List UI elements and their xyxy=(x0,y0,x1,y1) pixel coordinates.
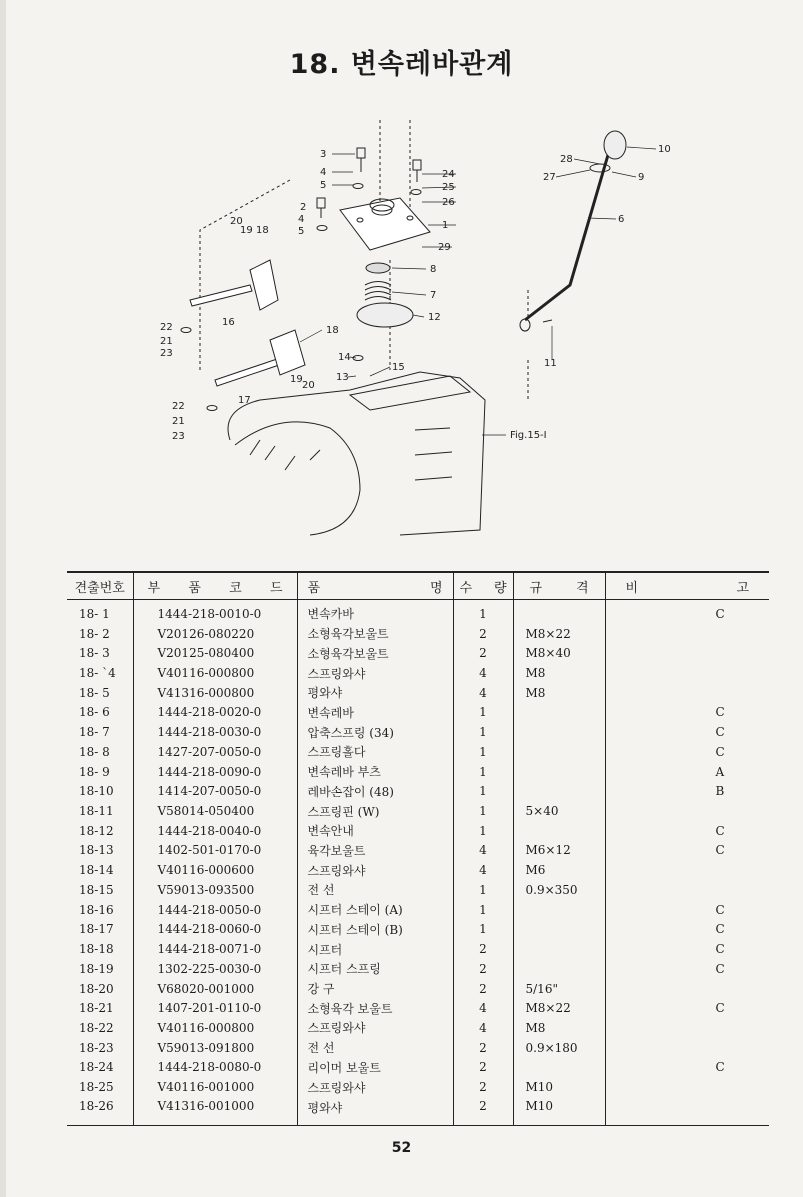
callout-22b: 22 xyxy=(172,401,185,412)
quantity-cell: 1 xyxy=(453,900,513,920)
remark-cell: C xyxy=(715,744,725,759)
quantity-cell: 2 xyxy=(453,643,513,663)
header-remark: 비 고 xyxy=(605,572,769,600)
spring-assembly xyxy=(357,263,413,327)
header-part-no: 견출번호 xyxy=(67,572,133,600)
part-code-cell: 1444-218-0090-0 xyxy=(133,762,297,782)
spec-cell xyxy=(513,1058,605,1078)
table-row xyxy=(67,643,769,663)
table-row xyxy=(67,781,769,801)
parts-table xyxy=(67,571,769,1126)
table-row xyxy=(67,663,769,683)
spec-cell xyxy=(513,722,605,742)
table-header-row xyxy=(67,572,769,600)
callout-16: 16 xyxy=(222,317,235,328)
quantity-cell: 1 xyxy=(453,880,513,900)
part-number-cell: 18- `4 xyxy=(67,663,133,683)
table-row xyxy=(67,624,769,644)
page-edge xyxy=(0,0,6,1197)
parts-table-body xyxy=(67,600,769,1126)
exploded-parts-diagram xyxy=(160,110,680,550)
callout-6: 6 xyxy=(618,214,625,225)
part-number-cell: 18- 6 xyxy=(67,703,133,723)
part-code-cell: V40116-001000 xyxy=(133,1077,297,1097)
spec-cell xyxy=(513,821,605,841)
page-number: 52 xyxy=(391,1140,412,1156)
part-code-cell: 1414-207-0050-0 xyxy=(133,781,297,801)
callout-7: 7 xyxy=(430,290,437,301)
callout-23b: 23 xyxy=(172,431,185,442)
part-number-cell: 18-14 xyxy=(67,860,133,880)
part-number-cell: 18-18 xyxy=(67,939,133,959)
quantity-cell: 1 xyxy=(453,722,513,742)
table-row xyxy=(67,762,769,782)
remark-cell xyxy=(605,663,769,683)
spec-cell xyxy=(513,742,605,762)
callout-18b: 18 xyxy=(326,325,339,336)
quantity-cell: 1 xyxy=(453,762,513,782)
part-name-cell: 소형육각보울트 xyxy=(297,624,453,644)
part-number-cell: 18- 5 xyxy=(67,683,133,703)
callout-19: 19 xyxy=(240,225,253,236)
table-row xyxy=(67,900,769,920)
part-code-cell: V68020-001000 xyxy=(133,979,297,999)
quantity-cell: 2 xyxy=(453,1038,513,1058)
callout-22: 22 xyxy=(160,322,173,333)
callout-26: 26 xyxy=(442,197,455,208)
part-name-cell: 변속안내 xyxy=(297,821,453,841)
part-name-cell: 변속레바 부츠 xyxy=(297,762,453,782)
callout-19b: 19 xyxy=(290,374,303,385)
remark-cell: C xyxy=(715,606,725,621)
part-code-cell: 1302-225-0030-0 xyxy=(133,959,297,979)
spec-cell: 5/16" xyxy=(513,979,605,999)
shift-cover xyxy=(340,198,430,250)
part-number-cell: 18- 9 xyxy=(67,762,133,782)
callout-23: 23 xyxy=(160,348,173,359)
part-code-cell: V59013-093500 xyxy=(133,880,297,900)
part-code-cell: 1444-218-0060-0 xyxy=(133,920,297,940)
part-code-cell: V40116-000800 xyxy=(133,1018,297,1038)
part-number-cell: 18-25 xyxy=(67,1077,133,1097)
callout-25: 25 xyxy=(442,182,455,193)
part-name-cell: 소형육각보울트 xyxy=(297,643,453,663)
table-row xyxy=(67,998,769,1018)
table-row xyxy=(67,939,769,959)
callout-3: 3 xyxy=(320,149,327,160)
part-code-cell: 1444-218-0040-0 xyxy=(133,821,297,841)
callout-20b: 20 xyxy=(302,380,315,391)
part-name-cell: 스프링홀다 xyxy=(297,742,453,762)
table-row xyxy=(67,880,769,900)
part-number-cell: 18-22 xyxy=(67,1018,133,1038)
part-name-cell: 변속카바 xyxy=(297,600,453,624)
part-code-cell: V20125-080400 xyxy=(133,643,297,663)
header-spec: 규 격 xyxy=(513,572,605,600)
part-name-cell: 소형육각 보울트 xyxy=(297,998,453,1018)
leader-lines xyxy=(300,147,656,435)
quantity-cell: 2 xyxy=(453,939,513,959)
callout-20: 20 xyxy=(230,216,243,227)
transmission-housing xyxy=(228,372,485,535)
spec-cell xyxy=(513,939,605,959)
quantity-cell: 1 xyxy=(453,703,513,723)
quantity-cell: 4 xyxy=(453,998,513,1018)
remark-cell: C xyxy=(715,922,725,937)
remark-cell xyxy=(605,880,769,900)
part-code-cell: 1407-201-0110-0 xyxy=(133,998,297,1018)
remark-cell xyxy=(605,1077,769,1097)
spec-cell: M6 xyxy=(513,860,605,880)
table-row xyxy=(67,742,769,762)
part-name-cell: 스프링와샤 xyxy=(297,1077,453,1097)
part-number-cell: 18-16 xyxy=(67,900,133,920)
part-code-cell: 1444-218-0071-0 xyxy=(133,939,297,959)
part-code-cell: 1444-218-0080-0 xyxy=(133,1058,297,1078)
callout-27: 27 xyxy=(543,172,556,183)
spec-cell: M8×40 xyxy=(513,643,605,663)
part-number-cell: 18- 1 xyxy=(67,600,133,624)
callout-8: 8 xyxy=(430,264,437,275)
quantity-cell: 2 xyxy=(453,979,513,999)
spec-cell: M8 xyxy=(513,683,605,703)
part-number-cell: 18-21 xyxy=(67,998,133,1018)
quantity-cell: 4 xyxy=(453,663,513,683)
part-number-cell: 18- 2 xyxy=(67,624,133,644)
remark-cell: C xyxy=(715,1001,725,1016)
remark-cell: C xyxy=(715,961,725,976)
quantity-cell: 4 xyxy=(453,841,513,861)
spec-cell: 0.9×180 xyxy=(513,1038,605,1058)
remark-cell: C xyxy=(715,902,725,917)
callout-5: 5 xyxy=(320,180,327,191)
part-code-cell: 1444-218-0010-0 xyxy=(133,600,297,624)
spec-cell: 0.9×350 xyxy=(513,880,605,900)
part-number-cell: 18-12 xyxy=(67,821,133,841)
part-name-cell: 스프링와샤 xyxy=(297,1018,453,1038)
part-number-cell: 18-23 xyxy=(67,1038,133,1058)
callout-13: 13 xyxy=(336,372,349,383)
part-name-cell: 시프터 xyxy=(297,939,453,959)
part-name-cell: 평와샤 xyxy=(297,683,453,703)
spec-cell: M8 xyxy=(513,663,605,683)
quantity-cell: 2 xyxy=(453,959,513,979)
table-row xyxy=(67,1077,769,1097)
quantity-cell: 2 xyxy=(453,624,513,644)
quantity-cell: 4 xyxy=(453,683,513,703)
part-name-cell: 리이머 보울트 xyxy=(297,1058,453,1078)
callout-28: 28 xyxy=(560,154,573,165)
remark-cell xyxy=(605,801,769,821)
remark-cell: C xyxy=(715,1060,725,1075)
callout-11: 11 xyxy=(544,358,557,369)
callout-14: 14 xyxy=(338,352,351,363)
part-name-cell: 평와샤 xyxy=(297,1097,453,1126)
spec-cell: M6×12 xyxy=(513,841,605,861)
part-name-cell: 압축스프링 (34) xyxy=(297,722,453,742)
remark-cell: A xyxy=(715,764,725,779)
table-row xyxy=(67,703,769,723)
part-code-cell: 1444-218-0020-0 xyxy=(133,703,297,723)
remark-cell xyxy=(605,683,769,703)
part-name-cell: 스프링핀 (W) xyxy=(297,801,453,821)
quantity-cell: 4 xyxy=(453,860,513,880)
remark-cell xyxy=(605,1097,769,1126)
callout-21b: 21 xyxy=(172,416,185,427)
spec-cell: M8×22 xyxy=(513,998,605,1018)
remark-cell xyxy=(605,643,769,663)
part-code-cell: V58014-050400 xyxy=(133,801,297,821)
spec-cell xyxy=(513,762,605,782)
remark-cell xyxy=(605,1018,769,1038)
spec-cell xyxy=(513,959,605,979)
guide-lines xyxy=(200,120,528,400)
quantity-cell: 1 xyxy=(453,600,513,624)
quantity-cell: 2 xyxy=(453,1097,513,1126)
callout-18: 18 xyxy=(256,225,269,236)
quantity-cell: 1 xyxy=(453,821,513,841)
remark-cell: C xyxy=(715,823,725,838)
part-code-cell: V40116-000800 xyxy=(133,663,297,683)
spec-cell xyxy=(513,781,605,801)
part-code-cell: 1444-218-0030-0 xyxy=(133,722,297,742)
table-row xyxy=(67,683,769,703)
callout-15: 15 xyxy=(392,362,405,373)
remark-cell xyxy=(605,979,769,999)
table-row xyxy=(67,801,769,821)
remark-cell: C xyxy=(715,942,725,957)
quantity-cell: 1 xyxy=(453,742,513,762)
table-row xyxy=(67,600,769,624)
callout-5b: 5 xyxy=(298,226,305,237)
quantity-cell: 4 xyxy=(453,1018,513,1038)
part-number-cell: 18-20 xyxy=(67,979,133,999)
spec-cell: M8 xyxy=(513,1018,605,1038)
quantity-cell: 1 xyxy=(453,801,513,821)
bolts xyxy=(181,148,421,411)
part-code-cell: V59013-091800 xyxy=(133,1038,297,1058)
part-code-cell: V20126-080220 xyxy=(133,624,297,644)
part-code-cell: 1444-218-0050-0 xyxy=(133,900,297,920)
part-name-cell: 육각보울트 xyxy=(297,841,453,861)
table-row xyxy=(67,860,769,880)
part-number-cell: 18-24 xyxy=(67,1058,133,1078)
callout-17: 17 xyxy=(238,395,251,406)
part-number-cell: 18- 7 xyxy=(67,722,133,742)
header-quantity: 수 량 xyxy=(453,572,513,600)
quantity-cell: 2 xyxy=(453,1077,513,1097)
shifter-stays xyxy=(190,260,305,386)
part-name-cell: 전 선 xyxy=(297,880,453,900)
part-name-cell: 전 선 xyxy=(297,1038,453,1058)
table-row xyxy=(67,979,769,999)
quantity-cell: 1 xyxy=(453,920,513,940)
page-title: 18. 변속레바관계 xyxy=(289,49,514,80)
part-code-cell: 1427-207-0050-0 xyxy=(133,742,297,762)
table-row xyxy=(67,1038,769,1058)
callout-24: 24 xyxy=(442,169,455,180)
spec-cell xyxy=(513,920,605,940)
part-code-cell: V40116-000600 xyxy=(133,860,297,880)
callout-12: 12 xyxy=(428,312,441,323)
part-name-cell: 강 구 xyxy=(297,979,453,999)
callout-1: 1 xyxy=(442,220,449,231)
spec-cell xyxy=(513,703,605,723)
part-name-cell: 시프터 스프링 xyxy=(297,959,453,979)
part-number-cell: 18-10 xyxy=(67,781,133,801)
change-lever xyxy=(520,131,626,331)
callout-29: 29 xyxy=(438,242,451,253)
callout-21: 21 xyxy=(160,336,173,347)
remark-cell: C xyxy=(715,843,725,858)
table-row xyxy=(67,920,769,940)
header-part-name: 품 명 xyxy=(297,572,453,600)
remark-cell xyxy=(605,1038,769,1058)
table-row xyxy=(67,1097,769,1126)
callout-4b: 4 xyxy=(298,214,305,225)
remark-cell: B xyxy=(715,784,725,799)
table-row xyxy=(67,959,769,979)
remark-cell xyxy=(605,860,769,880)
spec-cell xyxy=(513,900,605,920)
part-number-cell: 18-13 xyxy=(67,841,133,861)
part-name-cell: 시프터 스테이 (A) xyxy=(297,900,453,920)
part-name-cell: 레바손잡이 (48) xyxy=(297,781,453,801)
spec-cell: M10 xyxy=(513,1097,605,1126)
table-row xyxy=(67,722,769,742)
table-row xyxy=(67,1058,769,1078)
part-code-cell: V41316-001000 xyxy=(133,1097,297,1126)
header-part-code: 부 품 코 드 xyxy=(133,572,297,600)
callout-2: 2 xyxy=(300,202,307,213)
part-number-cell: 18- 8 xyxy=(67,742,133,762)
spec-cell xyxy=(513,600,605,624)
table-row xyxy=(67,1018,769,1038)
part-name-cell: 스프링와샤 xyxy=(297,860,453,880)
part-number-cell: 18-19 xyxy=(67,959,133,979)
part-number-cell: 18- 3 xyxy=(67,643,133,663)
part-number-cell: 18-17 xyxy=(67,920,133,940)
part-name-cell: 시프터 스테이 (B) xyxy=(297,920,453,940)
remark-cell: C xyxy=(715,725,725,740)
table-row xyxy=(67,821,769,841)
callout-4: 4 xyxy=(320,167,327,178)
part-name-cell: 변속레바 xyxy=(297,703,453,723)
quantity-cell: 1 xyxy=(453,781,513,801)
part-code-cell: V41316-000800 xyxy=(133,683,297,703)
callout-9: 9 xyxy=(638,172,645,183)
quantity-cell: 2 xyxy=(453,1058,513,1078)
callout-10: 10 xyxy=(658,144,671,155)
figure-reference: Fig.15-I xyxy=(510,430,547,441)
spec-cell: M8×22 xyxy=(513,624,605,644)
part-code-cell: 1402-501-0170-0 xyxy=(133,841,297,861)
table-row xyxy=(67,841,769,861)
remark-cell xyxy=(605,624,769,644)
remark-cell: C xyxy=(715,705,725,720)
part-number-cell: 18-15 xyxy=(67,880,133,900)
part-number-cell: 18-11 xyxy=(67,801,133,821)
spec-cell: 5×40 xyxy=(513,801,605,821)
part-name-cell: 스프링와샤 xyxy=(297,663,453,683)
part-number-cell: 18-26 xyxy=(67,1097,133,1126)
spec-cell: M10 xyxy=(513,1077,605,1097)
